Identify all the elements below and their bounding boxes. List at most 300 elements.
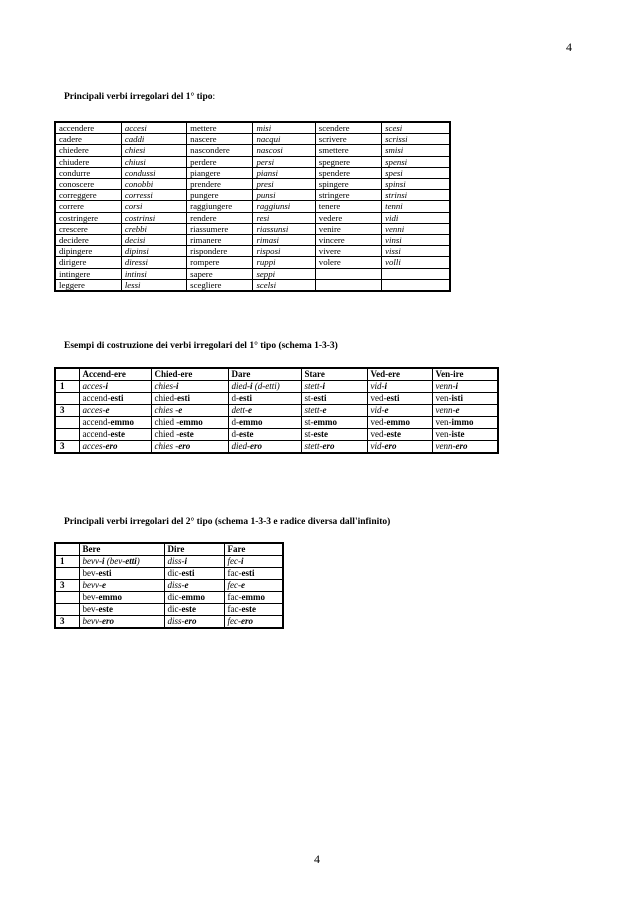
- verb-ending: este: [313, 429, 328, 439]
- verb-stem: chies-: [154, 381, 176, 391]
- conjugation-cell: [301, 405, 367, 417]
- verb-stem: venn-: [435, 381, 456, 391]
- verb-variant-close: ): [136, 556, 140, 566]
- column-header: [55, 543, 79, 556]
- past-tense-cell: spensi: [382, 156, 450, 167]
- verb-ending: ero: [250, 441, 262, 451]
- verb-ending: ero: [178, 441, 191, 451]
- conjugation-cell: [228, 393, 301, 405]
- conjugation-cell: [432, 405, 498, 417]
- infinitive-cell: condurre: [55, 167, 121, 178]
- verb-ending: esti: [181, 568, 195, 578]
- verb-ending: i: [176, 381, 179, 391]
- infinitive-cell: cadere: [55, 134, 121, 145]
- past-tense-cell: nacqui: [253, 134, 315, 145]
- past-tense-cell: diressi: [121, 257, 186, 268]
- infinitive-cell: riassumere: [187, 223, 253, 234]
- conjugation-cell: [301, 393, 367, 405]
- infinitive-cell: piangere: [187, 167, 253, 178]
- column-header: Dire: [164, 543, 224, 556]
- conjugation-cell: [301, 441, 367, 454]
- table-row: [55, 201, 450, 212]
- past-tense-cell: vinsi: [382, 235, 450, 246]
- verb-stem: vid-: [370, 405, 385, 415]
- verb-stem: dic-: [167, 568, 182, 578]
- verb-stem: fec-: [227, 580, 241, 590]
- verb-ending: esti: [386, 393, 400, 403]
- infinitive-cell: conoscere: [55, 179, 121, 190]
- verb-variant: (d-etti): [252, 381, 280, 391]
- infinitive-cell: mettere: [187, 122, 253, 134]
- past-tense-cell: costrinsi: [121, 212, 186, 223]
- table-row: [55, 580, 283, 592]
- verb-stem: fec-: [227, 556, 241, 566]
- person-number: 3: [55, 405, 79, 417]
- person-number: [55, 604, 79, 616]
- conjugation-cell: [164, 568, 224, 580]
- column-header: Ven-ire: [432, 368, 498, 381]
- conjugation-cell: [432, 381, 498, 393]
- conjugation-cell: [79, 568, 164, 580]
- conjugation-cell: [79, 429, 151, 441]
- verb-stem: venn-: [435, 405, 456, 415]
- verb-stem: ved-: [370, 393, 387, 403]
- infinitive-cell: leggere: [55, 279, 121, 291]
- conjugation-cell: [301, 381, 367, 393]
- table-row: [55, 568, 283, 580]
- table-row: [55, 616, 283, 629]
- verb-variant: (bev-: [104, 556, 126, 566]
- past-tense-cell: riassunsi: [253, 223, 315, 234]
- verb-stem: bevv-: [82, 556, 102, 566]
- conjugation-cell: [228, 405, 301, 417]
- irregular-verbs-type2-table: [54, 542, 284, 629]
- infinitive-cell: venire: [315, 223, 381, 234]
- verb-ending: e: [101, 580, 106, 590]
- verb-ending: e: [178, 405, 183, 415]
- table-row: [55, 223, 450, 234]
- verb-stem: chies -: [154, 405, 179, 415]
- conjugation-cell: [367, 393, 432, 405]
- verb-ending: emmo: [179, 417, 203, 427]
- conjugation-cell: [367, 405, 432, 417]
- verb-ending: este: [386, 429, 401, 439]
- table-row: [55, 441, 498, 454]
- past-tense-cell: tenni: [382, 201, 450, 212]
- verb-stem: st-: [304, 429, 314, 439]
- verb-ending: este: [179, 429, 194, 439]
- infinitive-cell: nascere: [187, 134, 253, 145]
- verb-ending: e: [184, 580, 189, 590]
- verb-ending: esti: [241, 568, 255, 578]
- conjugation-cell: [228, 429, 301, 441]
- infinitive-cell: scegliere: [187, 279, 253, 291]
- verb-ending: este: [98, 604, 113, 614]
- verb-ending: ero: [384, 441, 397, 451]
- table-row: [55, 592, 283, 604]
- page-number-bottom: 4: [314, 852, 320, 866]
- verb-ending: emmo: [181, 592, 205, 602]
- infinitive-cell: spendere: [315, 167, 381, 178]
- past-tense-cell: decisi: [121, 235, 186, 246]
- conjugation-cell: [432, 429, 498, 441]
- infinitive-cell: chiudere: [55, 156, 121, 167]
- conjugation-cell: [79, 580, 164, 592]
- verb-ending: emmo: [110, 417, 134, 427]
- table-row: [55, 179, 450, 190]
- table-row: [55, 134, 450, 145]
- verb-ending: esti: [98, 568, 112, 578]
- verb-ending: este: [241, 604, 256, 614]
- person-number: [55, 429, 79, 441]
- verb-ending: este: [110, 429, 125, 439]
- verb-stem: diss-: [167, 556, 185, 566]
- past-tense-cell: ruppi: [253, 257, 315, 268]
- verb-ending: este: [239, 429, 254, 439]
- irregular-verbs-type1-table: [54, 121, 451, 292]
- verb-ending: isti: [451, 393, 464, 403]
- verb-stem: bev-: [82, 568, 99, 578]
- verb-stem: bevv-: [82, 616, 102, 626]
- conjugation-cell: [432, 417, 498, 429]
- table-row: [55, 212, 450, 223]
- past-tense-cell: piansi: [253, 167, 315, 178]
- infinitive-cell: spingere: [315, 179, 381, 190]
- conjugation-cell: [151, 429, 228, 441]
- verb-ending: e: [241, 580, 245, 590]
- verb-stem: chied -: [154, 417, 180, 427]
- table-row: [55, 556, 283, 568]
- verb-stem: bevv-: [82, 580, 102, 590]
- person-number: 1: [55, 381, 79, 393]
- column-header: [55, 368, 79, 381]
- column-header: Fare: [224, 543, 283, 556]
- header-row: [55, 368, 498, 381]
- verb-stem: vid-: [370, 381, 385, 391]
- conjugation-cell: [151, 393, 228, 405]
- verb-ending: esti: [177, 393, 190, 403]
- column-header: Accend-ere: [79, 368, 151, 381]
- verb-ending: i: [322, 381, 326, 391]
- verb-ending: iste: [451, 429, 465, 439]
- conjugation-cell: [164, 616, 224, 629]
- verb-ending: immo: [451, 417, 474, 427]
- verb-ending: e: [248, 405, 252, 415]
- verb-ending: i: [384, 381, 388, 391]
- verb-stem: dett-: [231, 405, 248, 415]
- table-row: [55, 429, 498, 441]
- past-tense-cell: vissi: [382, 246, 450, 257]
- conjugation-cell: [224, 616, 283, 629]
- verb-stem: ven-: [435, 393, 452, 403]
- verb-ending: emmo: [386, 417, 410, 427]
- conjugation-cell: [151, 441, 228, 454]
- verb-stem: diss-: [167, 580, 185, 590]
- verb-stem: accend-: [82, 393, 111, 403]
- infinitive-cell: prendere: [187, 179, 253, 190]
- verb-ending: ero: [241, 616, 253, 626]
- past-tense-cell: accesi: [121, 122, 186, 134]
- verb-ending: e: [455, 405, 460, 415]
- conjugation-cell: [164, 592, 224, 604]
- past-tense-cell: lessi: [121, 279, 186, 291]
- verb-stem: vid-: [370, 441, 385, 451]
- person-number: 3: [55, 616, 79, 629]
- infinitive-cell: vincere: [315, 235, 381, 246]
- past-tense-cell: smisi: [382, 145, 450, 156]
- verb-stem: ven-: [435, 417, 452, 427]
- verb-stem: stett-: [304, 381, 323, 391]
- conjugation-cell: [224, 556, 283, 568]
- person-number: [55, 393, 79, 405]
- infinitive-cell: pungere: [187, 190, 253, 201]
- verb-ending: ero: [455, 441, 468, 451]
- past-tense-cell: misi: [253, 122, 315, 134]
- past-tense-cell: corressi: [121, 190, 186, 201]
- infinitive-cell: nascondere: [187, 145, 253, 156]
- verb-stem: st-: [304, 417, 314, 427]
- verb-stem: fac-: [227, 568, 242, 578]
- table-row: [55, 268, 450, 279]
- verb-stem: chies -: [154, 441, 179, 451]
- verb-stem: acces-: [82, 441, 106, 451]
- infinitive-cell: rimanere: [187, 235, 253, 246]
- verb-ending: ero: [322, 441, 335, 451]
- infinitive-cell: correggere: [55, 190, 121, 201]
- past-tense-cell: [382, 268, 450, 279]
- conjugation-cell: [367, 381, 432, 393]
- table-row: [55, 279, 450, 291]
- page-number-top: 4: [566, 40, 572, 54]
- infinitive-cell: raggiungere: [187, 201, 253, 212]
- conjugation-cell: [228, 381, 301, 393]
- past-tense-cell: intinsi: [121, 268, 186, 279]
- conjugation-cell: [79, 405, 151, 417]
- conjugation-cell: [79, 441, 151, 454]
- infinitive-cell: volere: [315, 257, 381, 268]
- infinitive-cell: vivere: [315, 246, 381, 257]
- conjugation-cell: [151, 381, 228, 393]
- conjugation-cell: [151, 417, 228, 429]
- past-tense-cell: chiusi: [121, 156, 186, 167]
- past-tense-cell: corsi: [121, 201, 186, 212]
- section1-title-colon: :: [212, 92, 216, 102]
- infinitive-cell: decidere: [55, 235, 121, 246]
- conjugation-cell: [367, 429, 432, 441]
- infinitive-cell: dipingere: [55, 246, 121, 257]
- conjugation-cell: [164, 604, 224, 616]
- section3-heading: Principali verbi irregolari del 2° tipo (schema 1-3-3 e radice diversa dall'infinito): [64, 517, 391, 527]
- verb-stem: bev-: [82, 604, 99, 614]
- past-tense-cell: spinsi: [382, 179, 450, 190]
- verb-ending: ero: [105, 441, 118, 451]
- conjugation-cell: [301, 429, 367, 441]
- past-tense-cell: scesi: [382, 122, 450, 134]
- person-number: [55, 592, 79, 604]
- past-tense-cell: conobbi: [121, 179, 186, 190]
- verb-stem: d-: [231, 429, 239, 439]
- verb-stem: fac-: [227, 592, 242, 602]
- infinitive-cell: scrivere: [315, 134, 381, 145]
- infinitive-cell: tenere: [315, 201, 381, 212]
- verb-ending: emmo: [241, 592, 265, 602]
- verb-ending: esti: [313, 393, 327, 403]
- verb-stem: stett-: [304, 441, 323, 451]
- person-number: 3: [55, 441, 79, 454]
- column-header: Ved-ere: [367, 368, 432, 381]
- type1-conjugation-examples-table: [54, 367, 499, 454]
- conjugation-cell: [79, 604, 164, 616]
- table-row: [55, 405, 498, 417]
- verb-ending: i: [101, 556, 105, 566]
- conjugation-cell: [79, 616, 164, 629]
- past-tense-cell: seppi: [253, 268, 315, 279]
- table-row: [55, 235, 450, 246]
- verb-stem: died-: [231, 441, 250, 451]
- infinitive-cell: sapere: [187, 268, 253, 279]
- conjugation-cell: [432, 441, 498, 454]
- table-row: [55, 190, 450, 201]
- past-tense-cell: strinsi: [382, 190, 450, 201]
- past-tense-cell: condussi: [121, 167, 186, 178]
- past-tense-cell: scelsi: [253, 279, 315, 291]
- verb-ending: emmo: [313, 417, 337, 427]
- verb-stem: accend-: [82, 417, 111, 427]
- past-tense-cell: volli: [382, 257, 450, 268]
- person-number: [55, 417, 79, 429]
- conjugation-cell: [224, 580, 283, 592]
- past-tense-cell: resi: [253, 212, 315, 223]
- verb-ending: este: [181, 604, 196, 614]
- verb-ending: ero: [184, 616, 197, 626]
- verb-stem: ved-: [370, 429, 387, 439]
- past-tense-cell: spesi: [382, 167, 450, 178]
- past-tense-cell: raggiunsi: [253, 201, 315, 212]
- verb-stem: ven-: [435, 429, 452, 439]
- past-tense-cell: dipinsi: [121, 246, 186, 257]
- conjugation-cell: [79, 417, 151, 429]
- infinitive-cell: smettere: [315, 145, 381, 156]
- verb-stem: d-: [231, 393, 239, 403]
- verb-ending: i: [184, 556, 188, 566]
- verb-ending: e: [384, 405, 389, 415]
- person-number: [55, 568, 79, 580]
- conjugation-cell: [79, 556, 164, 568]
- person-number: 1: [55, 556, 79, 568]
- past-tense-cell: chiesi: [121, 145, 186, 156]
- infinitive-cell: rompere: [187, 257, 253, 268]
- verb-ending: emmo: [98, 592, 122, 602]
- past-tense-cell: venni: [382, 223, 450, 234]
- past-tense-cell: scrissi: [382, 134, 450, 145]
- infinitive-cell: chiedere: [55, 145, 121, 156]
- verb-stem: dic-: [167, 592, 182, 602]
- infinitive-cell: [315, 279, 381, 291]
- infinitive-cell: stringere: [315, 190, 381, 201]
- infinitive-cell: crescere: [55, 223, 121, 234]
- verb-ending: ero: [101, 616, 114, 626]
- verb-stem: chied -: [154, 429, 180, 439]
- past-tense-cell: risposi: [253, 246, 315, 257]
- verb-stem: ved-: [370, 417, 387, 427]
- conjugation-cell: [79, 592, 164, 604]
- verb-stem: st-: [304, 393, 314, 403]
- infinitive-cell: intingere: [55, 268, 121, 279]
- verb-ending: i: [250, 381, 253, 391]
- column-header: Dare: [228, 368, 301, 381]
- column-header: Chied-ere: [151, 368, 228, 381]
- conjugation-cell: [224, 604, 283, 616]
- conjugation-cell: [79, 393, 151, 405]
- conjugation-cell: [228, 441, 301, 454]
- verb-ending: e: [322, 405, 327, 415]
- verb-ending: esti: [110, 393, 124, 403]
- infinitive-cell: correre: [55, 201, 121, 212]
- verb-stem: accend-: [82, 429, 111, 439]
- table-row: [55, 156, 450, 167]
- conjugation-cell: [164, 556, 224, 568]
- infinitive-cell: accendere: [55, 122, 121, 134]
- section2-heading: Esempi di costruzione dei verbi irregolari del 1° tipo (schema 1-3-3): [64, 341, 338, 351]
- table-row: [55, 604, 283, 616]
- conjugation-cell: [224, 592, 283, 604]
- header-row: [55, 543, 283, 556]
- conjugation-cell: [301, 417, 367, 429]
- infinitive-cell: vedere: [315, 212, 381, 223]
- verb-ending: i: [241, 556, 244, 566]
- verb-ending: esti: [239, 393, 252, 403]
- conjugation-cell: [367, 417, 432, 429]
- infinitive-cell: [315, 268, 381, 279]
- verb-stem: fec-: [227, 616, 241, 626]
- infinitive-cell: perdere: [187, 156, 253, 167]
- conjugation-cell: [151, 405, 228, 417]
- conjugation-cell: [164, 580, 224, 592]
- infinitive-cell: rispondere: [187, 246, 253, 257]
- infinitive-cell: costringere: [55, 212, 121, 223]
- verb-stem: d-: [231, 417, 239, 427]
- verb-stem: diss-: [167, 616, 185, 626]
- table-row: [55, 381, 498, 393]
- conjugation-cell: [79, 381, 151, 393]
- verb-stem: bev-: [82, 592, 99, 602]
- past-tense-cell: vidi: [382, 212, 450, 223]
- verb-ending: e: [105, 405, 110, 415]
- verb-stem: fac-: [227, 604, 242, 614]
- column-header: Stare: [301, 368, 367, 381]
- infinitive-cell: dirigere: [55, 257, 121, 268]
- verb-stem: acces-: [82, 381, 106, 391]
- past-tense-cell: presi: [253, 179, 315, 190]
- infinitive-cell: scendere: [315, 122, 381, 134]
- person-number: 3: [55, 580, 79, 592]
- conjugation-cell: [367, 441, 432, 454]
- table-row: [55, 393, 498, 405]
- past-tense-cell: punsi: [253, 190, 315, 201]
- past-tense-cell: persi: [253, 156, 315, 167]
- past-tense-cell: caddi: [121, 134, 186, 145]
- past-tense-cell: nascosi: [253, 145, 315, 156]
- verb-stem: venn-: [435, 441, 456, 451]
- verb-stem: acces-: [82, 405, 106, 415]
- table-row: [55, 246, 450, 257]
- conjugation-cell: [432, 393, 498, 405]
- verb-variant-ending: etti: [125, 556, 137, 566]
- column-header: Bere: [79, 543, 164, 556]
- verb-stem: chied-: [154, 393, 177, 403]
- infinitive-cell: spegnere: [315, 156, 381, 167]
- table-row: [55, 122, 450, 134]
